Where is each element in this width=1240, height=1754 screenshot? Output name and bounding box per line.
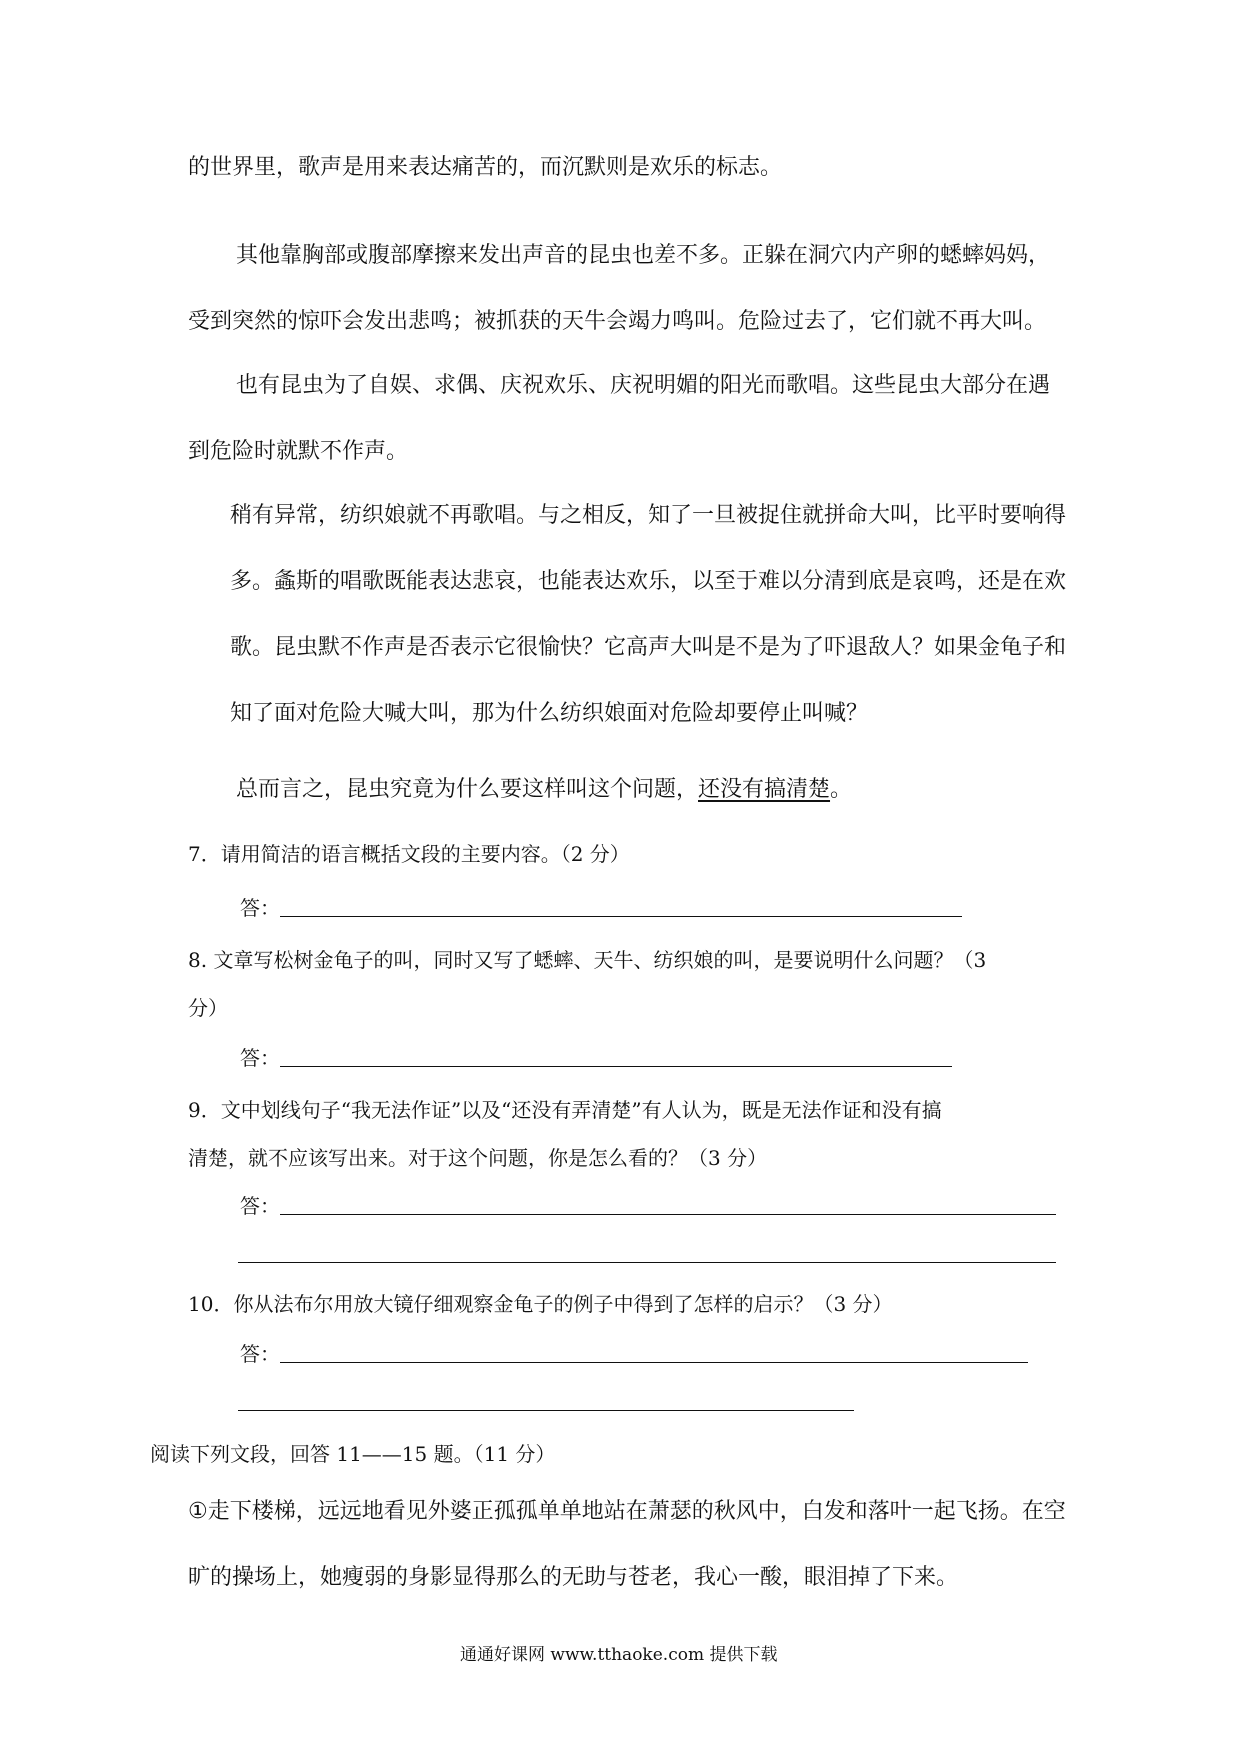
question-9-cont: 清楚，就不应该写出来。对于这个问题，你是怎么看的？（3 分）: [188, 1146, 768, 1170]
passage-line: 歌。昆虫默不作声是否表示它很愉快？它高声大叫是不是为了吓退敌人？如果金龟子和: [230, 635, 1067, 660]
underlined-phrase: 还没有搞清楚: [698, 777, 831, 802]
question-8: 8. 文章写松树金龟子的叫，同时又写了蟋蟀、天牛、纺织娘的叫，是要说明什么问题？（3: [188, 948, 987, 972]
passage-line: 受到突然的惊吓会发出悲鸣；被抓获的天牛会竭力鸣叫。危险过去了，它们就不再大叫。: [188, 309, 1047, 334]
answer-line: [280, 1362, 1028, 1363]
answer-label: 答：: [240, 1194, 280, 1218]
answer-label: 答：: [240, 1342, 280, 1366]
answer-line: [280, 916, 962, 917]
conclusion-text: 总而言之，昆虫究竟为什么要这样叫这个问题，: [236, 777, 699, 802]
passage-line: 的世界里，歌声是用来表达痛苦的，而沉默则是欢乐的标志。: [188, 155, 783, 180]
question-9: 9．文中划线句子“我无法作证”以及“还没有弄清楚”有人认为，既是无法作证和没有搞: [188, 1098, 942, 1122]
passage-line: 也有昆虫为了自娱、求偶、庆祝欢乐、庆祝明媚的阳光而歌唱。这些昆虫大部分在遇: [236, 373, 1051, 398]
answer-line: [238, 1410, 854, 1411]
passage-line: 稍有异常，纺织娘就不再歌唱。与之相反，知了一旦被捉住就拼命大叫，比平时要响得: [230, 503, 1067, 528]
section-intro: 阅读下列文段，回答 11——15 题。（11 分）: [150, 1442, 556, 1466]
passage-line: ①走下楼梯，远远地看见外婆正孤孤单单地站在萧瑟的秋风中，白发和落叶一起飞扬。在空: [188, 1499, 1066, 1524]
question-10: 10．你从法布尔用放大镜仔细观察金龟子的例子中得到了怎样的启示？（3 分）: [188, 1292, 893, 1316]
question-7: 7．请用简洁的语言概括文段的主要内容。（2 分）: [188, 842, 630, 866]
passage-line: 其他靠胸部或腹部摩擦来发出声音的昆虫也差不多。正躲在洞穴内产卵的蟋蟀妈妈，: [236, 243, 1051, 268]
conclusion-end: 。: [830, 777, 853, 802]
question-8-cont: 分）: [188, 996, 228, 1020]
answer-line: [280, 1066, 952, 1067]
passage-line: 知了面对危险大喊大叫，那为什么纺织娘面对危险却要停止叫喊？: [230, 701, 869, 726]
answer-label: 答：: [240, 1046, 280, 1070]
page-footer: 通通好课网 www.tthaoke.com 提供下载: [460, 1645, 778, 1665]
answer-line: [280, 1214, 1056, 1215]
answer-label: 答：: [240, 896, 280, 920]
passage-conclusion: [236, 772, 852, 803]
answer-line: [238, 1262, 1056, 1263]
passage-line: 到危险时就默不作声。: [188, 439, 409, 464]
passage-line: 多。螽斯的唱歌既能表达悲哀，也能表达欢乐，以至于难以分清到底是哀鸣，还是在欢: [230, 569, 1067, 594]
passage-line: 旷的操场上，她瘦弱的身影显得那么的无助与苍老，我心一酸，眼泪掉了下来。: [188, 1565, 959, 1590]
